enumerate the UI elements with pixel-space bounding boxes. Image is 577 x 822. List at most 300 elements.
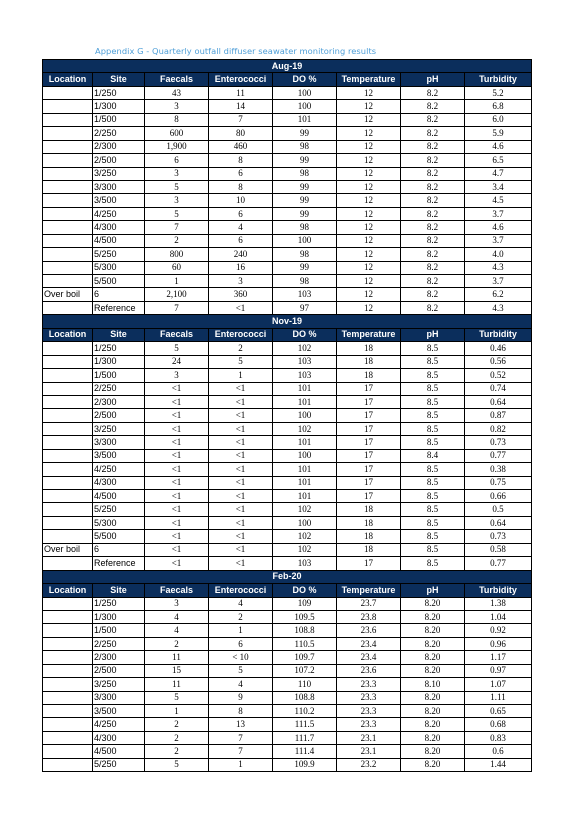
- cell-enterococci: 6: [209, 207, 273, 220]
- cell-faecals: 3: [145, 194, 209, 207]
- cell-location: [43, 154, 93, 167]
- table-row: [43, 597, 532, 610]
- cell-faecals: 3: [145, 100, 209, 113]
- cell-temperature: 12: [337, 261, 401, 274]
- cell-temperature: 12: [337, 194, 401, 207]
- cell-ph: 8.5: [401, 503, 465, 516]
- cell-do-percent: 111.5: [273, 718, 337, 731]
- cell-enterococci: 11: [209, 86, 273, 99]
- cell-turbidity: 0.83: [465, 731, 532, 744]
- cell-faecals: 4: [145, 610, 209, 623]
- cell-do-percent: 102: [273, 342, 337, 355]
- cell-turbidity: 1.38: [465, 597, 532, 610]
- cell-faecals: 4: [145, 624, 209, 637]
- table-row: [43, 154, 532, 167]
- cell-enterococci: 9: [209, 691, 273, 704]
- cell-do-percent: 101: [273, 113, 337, 126]
- cell-ph: 8.5: [401, 490, 465, 503]
- table-row: [43, 248, 532, 261]
- cell-faecals: 60: [145, 261, 209, 274]
- table-body: [43, 60, 532, 772]
- period-row: [43, 60, 532, 73]
- cell-ph: 8.5: [401, 409, 465, 422]
- cell-faecals: 6: [145, 154, 209, 167]
- cell-enterococci: 2: [209, 342, 273, 355]
- cell-site: 3/500: [93, 705, 145, 718]
- table-row: [43, 718, 532, 731]
- cell-do-percent: 99: [273, 261, 337, 274]
- cell-temperature: 18: [337, 369, 401, 382]
- cell-turbidity: 5.9: [465, 127, 532, 140]
- cell-do-percent: 110: [273, 678, 337, 691]
- cell-ph: 8.5: [401, 395, 465, 408]
- cell-location: Over boil: [43, 543, 93, 556]
- cell-location: [43, 422, 93, 435]
- table-row: [43, 422, 532, 435]
- cell-location: [43, 248, 93, 261]
- cell-ph: 8.5: [401, 463, 465, 476]
- cell-faecals: <1: [145, 422, 209, 435]
- cell-turbidity: 0.92: [465, 624, 532, 637]
- cell-enterococci: 4: [209, 678, 273, 691]
- cell-enterococci: 6: [209, 234, 273, 247]
- cell-temperature: 17: [337, 490, 401, 503]
- cell-do-percent: 109.7: [273, 651, 337, 664]
- cell-faecals: <1: [145, 436, 209, 449]
- cell-turbidity: 0.46: [465, 342, 532, 355]
- cell-site: 2/300: [93, 395, 145, 408]
- table-row: [43, 127, 532, 140]
- cell-temperature: 23.1: [337, 731, 401, 744]
- cell-temperature: 18: [337, 530, 401, 543]
- cell-site: 1/500: [93, 624, 145, 637]
- column-header-ph: pH: [401, 584, 465, 597]
- cell-ph: 8.2: [401, 261, 465, 274]
- monitoring-results-table: [42, 59, 532, 772]
- cell-ph: 8.5: [401, 355, 465, 368]
- cell-do-percent: 110.2: [273, 705, 337, 718]
- column-header-do-percent: DO %: [273, 328, 337, 341]
- period-row: [43, 570, 532, 583]
- cell-turbidity: 0.87: [465, 409, 532, 422]
- cell-enterococci: < 10: [209, 651, 273, 664]
- column-header-temperature: Temperature: [337, 584, 401, 597]
- table-row: [43, 476, 532, 489]
- cell-temperature: 17: [337, 395, 401, 408]
- cell-temperature: 12: [337, 167, 401, 180]
- cell-do-percent: 102: [273, 530, 337, 543]
- cell-location: [43, 207, 93, 220]
- cell-location: [43, 449, 93, 462]
- cell-turbidity: 6.2: [465, 288, 532, 301]
- cell-enterococci: <1: [209, 557, 273, 570]
- cell-ph: 8.2: [401, 127, 465, 140]
- cell-do-percent: 100: [273, 234, 337, 247]
- cell-ph: 8.2: [401, 207, 465, 220]
- cell-turbidity: 1.44: [465, 758, 532, 771]
- cell-do-percent: 110.5: [273, 637, 337, 650]
- cell-do-percent: 111.4: [273, 745, 337, 758]
- cell-ph: 8.2: [401, 113, 465, 126]
- cell-do-percent: 101: [273, 463, 337, 476]
- cell-enterococci: <1: [209, 463, 273, 476]
- cell-turbidity: 0.66: [465, 490, 532, 503]
- cell-turbidity: 0.58: [465, 543, 532, 556]
- column-header-enterococci: Enterococci: [209, 584, 273, 597]
- cell-faecals: 8: [145, 113, 209, 126]
- cell-ph: 8.5: [401, 382, 465, 395]
- cell-location: [43, 718, 93, 731]
- cell-location: [43, 100, 93, 113]
- cell-faecals: 1: [145, 275, 209, 288]
- cell-enterococci: 1: [209, 624, 273, 637]
- cell-location: [43, 275, 93, 288]
- cell-ph: 8.2: [401, 194, 465, 207]
- cell-location: [43, 490, 93, 503]
- cell-temperature: 17: [337, 382, 401, 395]
- cell-do-percent: 100: [273, 449, 337, 462]
- cell-turbidity: 0.68: [465, 718, 532, 731]
- table-row: [43, 301, 532, 314]
- cell-turbidity: 0.64: [465, 516, 532, 529]
- cell-turbidity: 1.07: [465, 678, 532, 691]
- cell-temperature: 12: [337, 221, 401, 234]
- cell-site: 2/300: [93, 651, 145, 664]
- cell-location: [43, 113, 93, 126]
- cell-site: 6: [93, 288, 145, 301]
- cell-site: 4/500: [93, 234, 145, 247]
- cell-site: 3/300: [93, 180, 145, 193]
- cell-do-percent: 101: [273, 490, 337, 503]
- cell-do-percent: 100: [273, 516, 337, 529]
- cell-faecals: 7: [145, 221, 209, 234]
- cell-location: [43, 234, 93, 247]
- cell-enterococci: 8: [209, 154, 273, 167]
- cell-do-percent: 111.7: [273, 731, 337, 744]
- cell-faecals: 11: [145, 651, 209, 664]
- table-row: [43, 180, 532, 193]
- cell-location: [43, 678, 93, 691]
- column-header-site: Site: [93, 73, 145, 86]
- cell-do-percent: 102: [273, 503, 337, 516]
- cell-faecals: <1: [145, 409, 209, 422]
- cell-site: 4/300: [93, 731, 145, 744]
- cell-turbidity: 5.2: [465, 86, 532, 99]
- cell-enterococci: 4: [209, 221, 273, 234]
- cell-ph: 8.20: [401, 745, 465, 758]
- cell-do-percent: 100: [273, 86, 337, 99]
- cell-faecals: 5: [145, 342, 209, 355]
- cell-faecals: 2: [145, 731, 209, 744]
- cell-ph: 8.20: [401, 610, 465, 623]
- cell-faecals: 11: [145, 678, 209, 691]
- cell-site: 4/500: [93, 490, 145, 503]
- cell-temperature: 12: [337, 248, 401, 261]
- cell-location: [43, 705, 93, 718]
- cell-temperature: 17: [337, 476, 401, 489]
- cell-location: [43, 731, 93, 744]
- cell-enterococci: 7: [209, 745, 273, 758]
- cell-location: [43, 463, 93, 476]
- cell-faecals: 2: [145, 637, 209, 650]
- cell-enterococci: 3: [209, 275, 273, 288]
- cell-do-percent: 103: [273, 288, 337, 301]
- cell-temperature: 23.4: [337, 637, 401, 650]
- cell-faecals: 2: [145, 718, 209, 731]
- cell-turbidity: 6.5: [465, 154, 532, 167]
- cell-location: [43, 597, 93, 610]
- cell-do-percent: 108.8: [273, 691, 337, 704]
- cell-turbidity: 6.8: [465, 100, 532, 113]
- cell-turbidity: 0.75: [465, 476, 532, 489]
- cell-location: [43, 610, 93, 623]
- cell-faecals: 7: [145, 301, 209, 314]
- cell-ph: 8.20: [401, 637, 465, 650]
- cell-site: 2/500: [93, 409, 145, 422]
- cell-enterococci: 2: [209, 610, 273, 623]
- cell-faecals: 3: [145, 597, 209, 610]
- cell-turbidity: 4.6: [465, 140, 532, 153]
- cell-turbidity: 4.3: [465, 301, 532, 314]
- column-header-faecals: Faecals: [145, 328, 209, 341]
- table-row: [43, 113, 532, 126]
- cell-ph: 8.5: [401, 476, 465, 489]
- table-row: [43, 275, 532, 288]
- cell-ph: 8.5: [401, 557, 465, 570]
- table-row: [43, 382, 532, 395]
- cell-do-percent: 103: [273, 557, 337, 570]
- cell-enterococci: 6: [209, 167, 273, 180]
- cell-ph: 8.5: [401, 530, 465, 543]
- cell-site: 5/250: [93, 758, 145, 771]
- cell-site: 1/250: [93, 597, 145, 610]
- table-row: [43, 342, 532, 355]
- cell-location: [43, 382, 93, 395]
- cell-enterococci: 8: [209, 705, 273, 718]
- cell-turbidity: 1.17: [465, 651, 532, 664]
- cell-turbidity: 3.7: [465, 234, 532, 247]
- cell-enterococci: <1: [209, 436, 273, 449]
- cell-site: 1/500: [93, 369, 145, 382]
- cell-location: [43, 476, 93, 489]
- column-header-turbidity: Turbidity: [465, 328, 532, 341]
- table-row: [43, 449, 532, 462]
- table-row: [43, 167, 532, 180]
- cell-turbidity: 3.7: [465, 275, 532, 288]
- column-header-temperature: Temperature: [337, 73, 401, 86]
- cell-enterococci: <1: [209, 543, 273, 556]
- cell-ph: 8.2: [401, 167, 465, 180]
- cell-location: [43, 86, 93, 99]
- cell-do-percent: 108.8: [273, 624, 337, 637]
- cell-enterococci: <1: [209, 530, 273, 543]
- table-row: [43, 395, 532, 408]
- cell-do-percent: 98: [273, 275, 337, 288]
- cell-temperature: 23.7: [337, 597, 401, 610]
- cell-turbidity: 6.0: [465, 113, 532, 126]
- cell-faecals: <1: [145, 382, 209, 395]
- cell-turbidity: 4.3: [465, 261, 532, 274]
- cell-site: 5/250: [93, 248, 145, 261]
- cell-temperature: 23.3: [337, 678, 401, 691]
- cell-faecals: 1: [145, 705, 209, 718]
- cell-temperature: 23.4: [337, 651, 401, 664]
- cell-temperature: 18: [337, 503, 401, 516]
- cell-turbidity: 0.97: [465, 664, 532, 677]
- cell-location: [43, 140, 93, 153]
- table-row: [43, 530, 532, 543]
- cell-faecals: 15: [145, 664, 209, 677]
- cell-faecals: 5: [145, 758, 209, 771]
- cell-turbidity: 3.4: [465, 180, 532, 193]
- cell-do-percent: 99: [273, 154, 337, 167]
- cell-site: 2/500: [93, 664, 145, 677]
- cell-do-percent: 109: [273, 597, 337, 610]
- cell-do-percent: 102: [273, 543, 337, 556]
- cell-temperature: 23.2: [337, 758, 401, 771]
- cell-enterococci: <1: [209, 516, 273, 529]
- cell-ph: 8.20: [401, 758, 465, 771]
- cell-ph: 8.2: [401, 221, 465, 234]
- cell-do-percent: 98: [273, 167, 337, 180]
- table-row: [43, 705, 532, 718]
- cell-site: 1/300: [93, 610, 145, 623]
- column-header-row: [43, 328, 532, 341]
- cell-enterococci: 460: [209, 140, 273, 153]
- cell-ph: 8.2: [401, 275, 465, 288]
- cell-turbidity: 0.6: [465, 745, 532, 758]
- table-row: [43, 194, 532, 207]
- cell-do-percent: 100: [273, 409, 337, 422]
- cell-location: [43, 557, 93, 570]
- cell-location: [43, 624, 93, 637]
- cell-site: 1/250: [93, 86, 145, 99]
- cell-do-percent: 99: [273, 180, 337, 193]
- cell-turbidity: 0.65: [465, 705, 532, 718]
- cell-location: [43, 503, 93, 516]
- cell-do-percent: 99: [273, 194, 337, 207]
- cell-temperature: 12: [337, 140, 401, 153]
- cell-enterococci: 360: [209, 288, 273, 301]
- cell-site: 5/300: [93, 516, 145, 529]
- cell-turbidity: 0.56: [465, 355, 532, 368]
- cell-location: [43, 301, 93, 314]
- cell-enterococci: <1: [209, 422, 273, 435]
- cell-site: 5/500: [93, 275, 145, 288]
- table-row: [43, 503, 532, 516]
- cell-enterococci: 5: [209, 355, 273, 368]
- table-row: [43, 234, 532, 247]
- cell-site: 3/250: [93, 678, 145, 691]
- cell-ph: 8.2: [401, 154, 465, 167]
- table-row: [43, 543, 532, 556]
- cell-site: 4/250: [93, 463, 145, 476]
- cell-ph: 8.20: [401, 718, 465, 731]
- cell-site: 3/300: [93, 691, 145, 704]
- cell-enterococci: <1: [209, 503, 273, 516]
- cell-site: 1/300: [93, 355, 145, 368]
- cell-site: 3/250: [93, 422, 145, 435]
- cell-location: [43, 664, 93, 677]
- cell-faecals: 3: [145, 369, 209, 382]
- cell-temperature: 23.6: [337, 664, 401, 677]
- cell-temperature: 17: [337, 449, 401, 462]
- cell-location: [43, 355, 93, 368]
- cell-ph: 8.5: [401, 369, 465, 382]
- cell-site: 4/250: [93, 718, 145, 731]
- cell-ph: 8.5: [401, 422, 465, 435]
- cell-location: [43, 745, 93, 758]
- cell-do-percent: 109.5: [273, 610, 337, 623]
- cell-location: [43, 369, 93, 382]
- cell-enterococci: <1: [209, 490, 273, 503]
- table-row: [43, 261, 532, 274]
- column-header-location: Location: [43, 328, 93, 341]
- table-row: [43, 288, 532, 301]
- cell-temperature: 17: [337, 463, 401, 476]
- cell-site: 2/250: [93, 127, 145, 140]
- cell-location: [43, 691, 93, 704]
- cell-ph: 8.2: [401, 86, 465, 99]
- cell-temperature: 23.8: [337, 610, 401, 623]
- cell-site: 4/250: [93, 207, 145, 220]
- cell-do-percent: 98: [273, 140, 337, 153]
- table-row: [43, 490, 532, 503]
- column-header-turbidity: Turbidity: [465, 584, 532, 597]
- cell-temperature: 18: [337, 355, 401, 368]
- cell-site: 5/250: [93, 503, 145, 516]
- column-header-location: Location: [43, 73, 93, 86]
- cell-ph: 8.2: [401, 234, 465, 247]
- cell-turbidity: 0.73: [465, 436, 532, 449]
- cell-enterococci: 7: [209, 731, 273, 744]
- cell-do-percent: 101: [273, 395, 337, 408]
- cell-do-percent: 99: [273, 127, 337, 140]
- cell-enterococci: <1: [209, 382, 273, 395]
- cell-turbidity: 0.5: [465, 503, 532, 516]
- cell-location: [43, 342, 93, 355]
- cell-do-percent: 103: [273, 369, 337, 382]
- cell-site: Reference: [93, 301, 145, 314]
- cell-ph: 8.20: [401, 664, 465, 677]
- cell-faecals: <1: [145, 476, 209, 489]
- cell-do-percent: 102: [273, 422, 337, 435]
- table-row: [43, 610, 532, 623]
- cell-enterococci: <1: [209, 449, 273, 462]
- cell-do-percent: 98: [273, 221, 337, 234]
- cell-turbidity: 0.77: [465, 557, 532, 570]
- cell-ph: 8.4: [401, 449, 465, 462]
- cell-location: [43, 261, 93, 274]
- cell-temperature: 12: [337, 288, 401, 301]
- cell-location: [43, 651, 93, 664]
- cell-location: [43, 637, 93, 650]
- cell-turbidity: 0.77: [465, 449, 532, 462]
- cell-location: Over boil: [43, 288, 93, 301]
- cell-faecals: <1: [145, 490, 209, 503]
- cell-turbidity: 0.73: [465, 530, 532, 543]
- cell-faecals: <1: [145, 395, 209, 408]
- cell-faecals: <1: [145, 503, 209, 516]
- cell-turbidity: 4.0: [465, 248, 532, 261]
- cell-site: 4/300: [93, 221, 145, 234]
- table-row: [43, 624, 532, 637]
- cell-ph: 8.20: [401, 651, 465, 664]
- cell-faecals: <1: [145, 516, 209, 529]
- table-row: [43, 637, 532, 650]
- cell-enterococci: 5: [209, 664, 273, 677]
- cell-do-percent: 100: [273, 100, 337, 113]
